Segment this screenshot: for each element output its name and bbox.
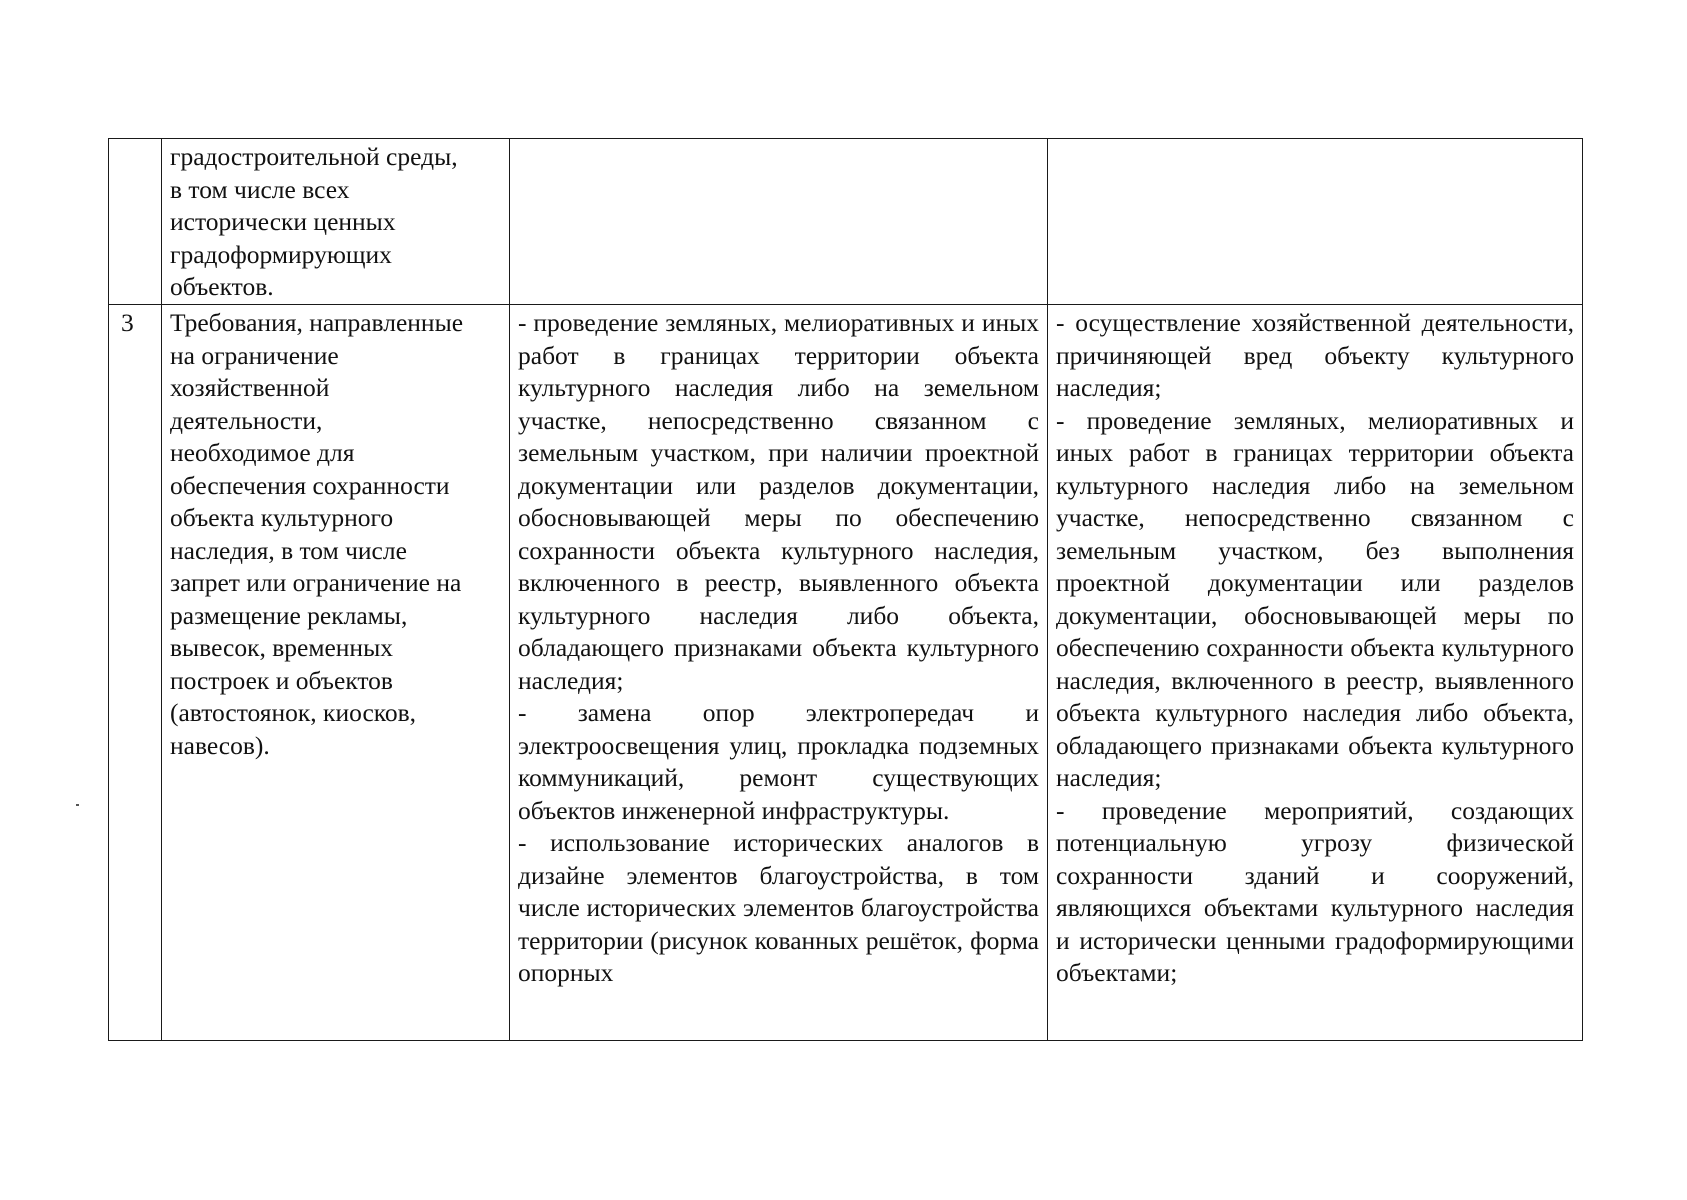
scan-speck: [76, 804, 79, 806]
name-line: навесов).: [170, 730, 270, 760]
allowed-activities-cell: [510, 139, 1048, 305]
name-line: на ограничение: [170, 340, 339, 370]
forbidden-item: - осуществление хозяйственной деятельности, причиняющей вред объекту культурного наследия;: [1056, 308, 1574, 402]
name-line: Требования, направленные: [170, 308, 464, 337]
allowed-item: - замена опор электропередач и электроосвещения улиц, прокладка подземных коммуникаций, ремонт существующих объектов инженерной инфраструктуры.: [518, 698, 1039, 825]
name-line: размещение рекламы,: [170, 600, 408, 630]
name-line: необходимое для: [170, 438, 355, 467]
name-line: построек и объектов: [170, 665, 393, 695]
forbidden-activities-cell: [1048, 305, 1583, 1041]
name-line: хозяйственной: [170, 373, 330, 402]
name-line: вывесок, временных: [170, 633, 393, 662]
name-line: (автостоянок, киосков,: [170, 698, 417, 727]
row-number-cell: 3: [109, 305, 162, 1041]
forbidden-activities-cell: [1048, 139, 1583, 305]
forbidden-item: - проведение земляных, мелиоративных и иных работ в границах территории объекта культурного наследия либо на земельном участке, непосредственно связанном с земельным участком, без выполнения проектной документации или разделов документации, обосновывающей меры по обеспечению сохранности объекта культурного наследия, включенного в реестр, выявленного объекта культурного наследия либо объекта, обладающего признаками объекта культурного наследия;: [1056, 405, 1574, 792]
name-line: запрет или ограничение на: [170, 568, 462, 597]
name-line: наследия, в том числе: [170, 535, 407, 565]
allowed-activities-cell: [510, 305, 1048, 1041]
requirement-name-cell: [162, 139, 510, 305]
row-number-cell: [109, 139, 162, 305]
name-line: градоформирующих: [170, 239, 392, 269]
name-line: в том числе всех: [170, 174, 350, 204]
allowed-item: - проведение земляных, мелиоративных и иных работ в границах территории объекта культурного наследия либо на земельном участке, непосредственно связанном с земельным участком, при наличии проектной документации или разделов документации, обосновывающей меры по обеспечению сохранности объекта культурного наследия, включенного в реестр, выявленного объекта культурного наследия либо объекта, обладающего признаками объекта культурного наследия;: [518, 308, 1039, 695]
name-line: градостроительной среды,: [170, 142, 458, 171]
forbidden-item: - проведение мероприятий, создающих потенциальную угрозу физической сохранности зданий и сооружений, являющихся объектами культурного наследия и исторически ценными градоформирующими объектами;: [1056, 795, 1574, 987]
name-line: объекта культурного: [170, 503, 394, 532]
name-line: объектов.: [170, 272, 274, 301]
name-line: деятельности,: [170, 405, 323, 435]
table-row-3: [109, 305, 1583, 1041]
requirement-name-cell: [162, 305, 510, 1041]
requirements-table: [108, 138, 1583, 1041]
table-row-continuation: [109, 139, 1583, 305]
allowed-item: - использование исторических аналогов в дизайне элементов благоустройства, в том числе исторических элементов благоустройства территории (рисунок кованных решёток, форма опорных: [518, 828, 1039, 987]
name-line: обеспечения сохранности: [170, 470, 450, 500]
name-line: исторически ценных: [170, 207, 396, 236]
